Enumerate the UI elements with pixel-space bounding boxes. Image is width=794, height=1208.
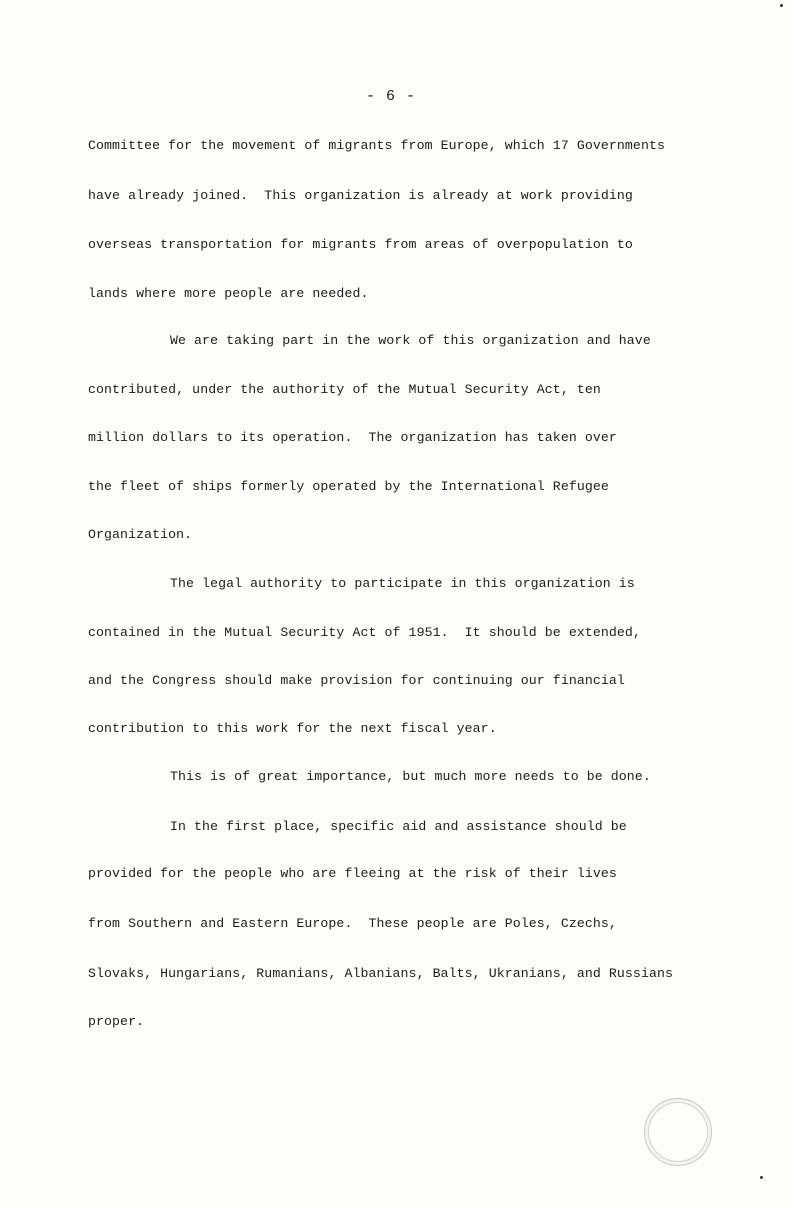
text-line: Organization. (88, 527, 193, 542)
text-line: Slovaks, Hungarians, Rumanians, Albanians, Balts, Ukranians, and Russians (88, 966, 674, 981)
text-line: We are taking part in the work of this organization and have (170, 333, 651, 348)
text-line: proper. (88, 1014, 145, 1029)
text-line: contribution to this work for the next fiscal year. (88, 721, 497, 736)
text-line: contributed, under the authority of the Mutual Security Act, ten (88, 382, 601, 397)
text-line: contained in the Mutual Security Act of 1951. It should be extended, (88, 625, 641, 640)
text-line: This is of great importance, but much more needs to be done. (170, 769, 651, 784)
text-line: The legal authority to participate in this organization is (170, 576, 635, 591)
text-line: In the first place, specific aid and assistance should be (170, 819, 627, 834)
scan-speck (780, 4, 783, 7)
text-line: million dollars to its operation. The organization has taken over (88, 430, 617, 445)
text-line: overseas transportation for migrants from areas of overpopulation to (88, 237, 633, 252)
text-line: from Southern and Eastern Europe. These people are Poles, Czechs, (88, 916, 617, 931)
text-line: the fleet of ships formerly operated by the International Refugee (88, 479, 609, 494)
text-line: Committee for the movement of migrants from Europe, which 17 Governments (88, 138, 665, 153)
text-line: provided for the people who are fleeing at the risk of their lives (88, 866, 617, 881)
archive-stamp (644, 1098, 712, 1166)
scan-speck (760, 1176, 763, 1179)
text-line: have already joined. This organization is already at work providing (88, 188, 633, 203)
text-line: and the Congress should make provision for continuing our financial (88, 673, 625, 688)
page-number: - 6 - (366, 88, 417, 105)
text-line: lands where more people are needed. (88, 286, 369, 301)
